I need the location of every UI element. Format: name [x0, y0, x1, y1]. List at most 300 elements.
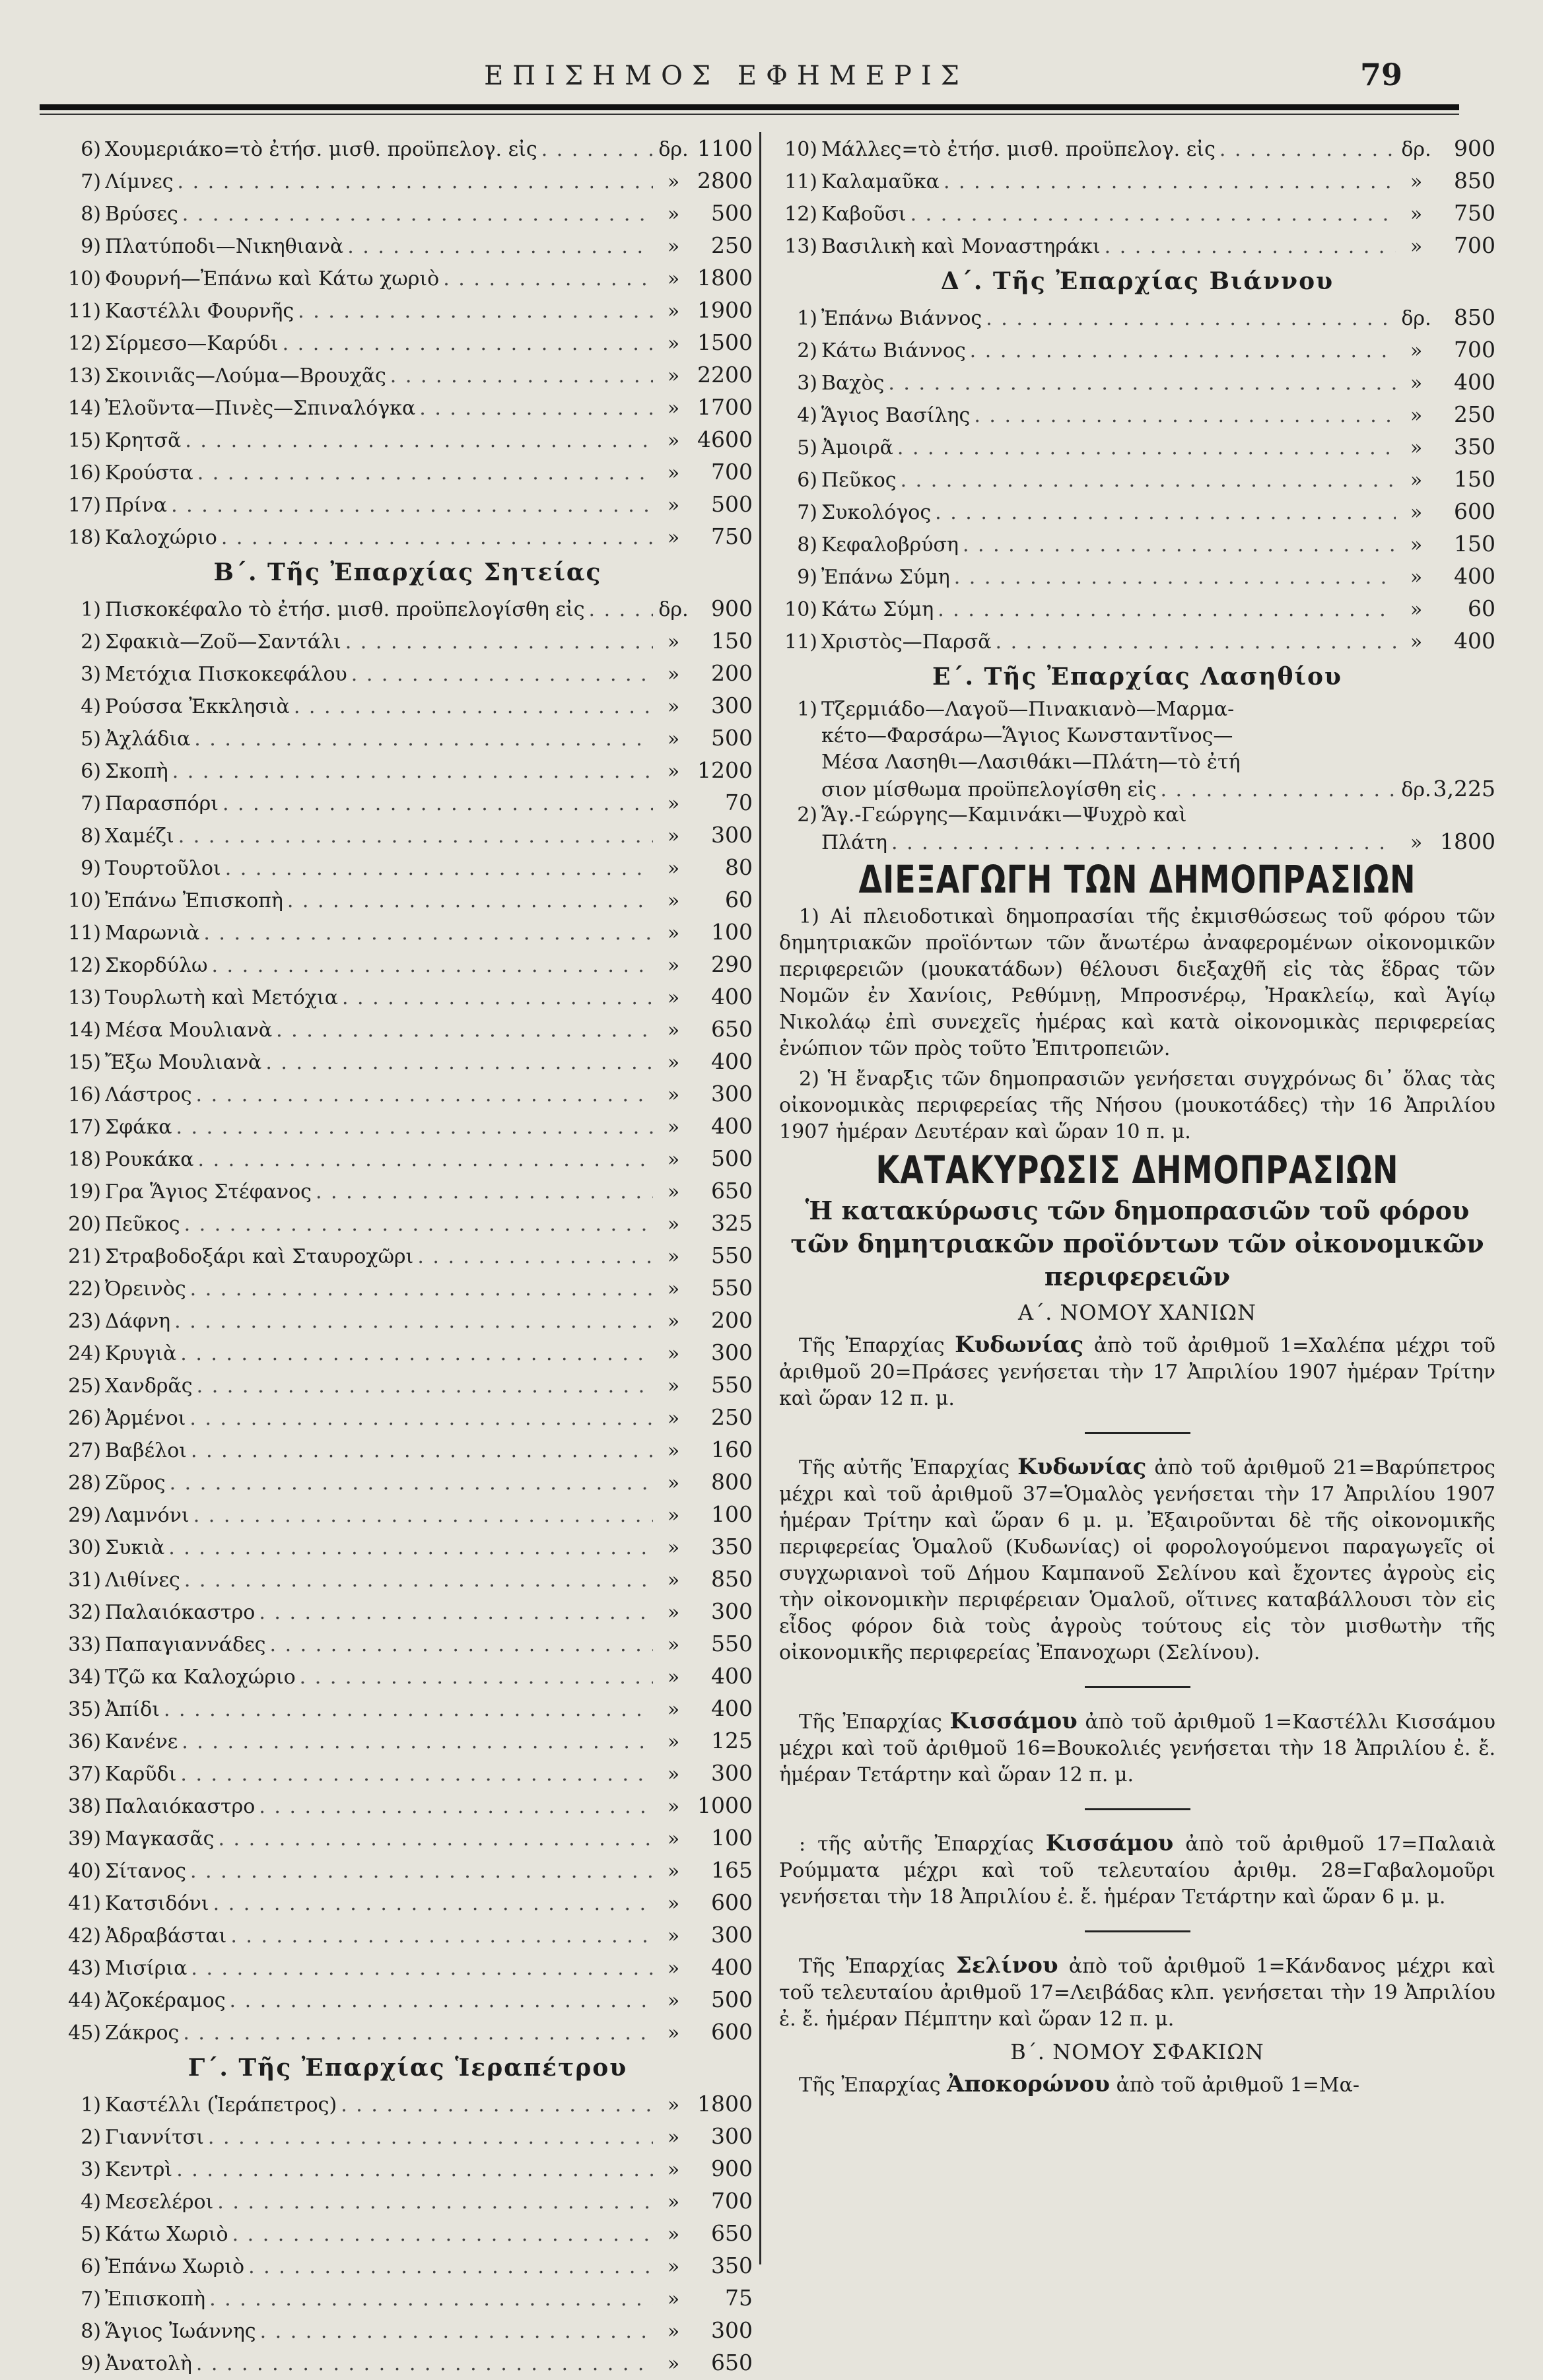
list-eparchia-a	[63, 164, 753, 553]
item-value: 165	[711, 1857, 753, 1883]
text: Τῆς Ἐπαρχίας	[799, 1955, 945, 1978]
item-name: Ἀμοιρᾶ	[821, 436, 893, 459]
item-value: 1200	[697, 757, 753, 783]
list-item	[63, 261, 753, 294]
paragraph-kydonias-2	[779, 1454, 1495, 1666]
item-name: Τουρτοῦλοι	[105, 857, 221, 880]
item-name: Βασιλικὴ καὶ Μοναστηράκι	[821, 235, 1101, 258]
item-number: 14)	[68, 1019, 101, 1042]
item-number: 2)	[797, 803, 817, 827]
item-value: 700	[1454, 337, 1495, 362]
list-item	[63, 1757, 753, 1789]
list-item	[63, 1595, 753, 1627]
ditto-mark: »	[667, 1148, 680, 1171]
ditto-mark: »	[1410, 339, 1423, 362]
text: ἀπὸ τοῦ ἀριθμοῦ 1=Κάνδανος μέχρι καὶ τοῦ τελευταίου ἀριθμοῦ 17=Λειβάδας κλπ. γενήσεται τὴν 19 Ἀπριλίου ἐ. ἔ. ἡμέραν Πέμπτην καὶ ὥραν 12 π. μ.	[779, 1955, 1495, 2031]
item-name: Παλαιόκαστρο	[105, 1601, 256, 1624]
item-value: 250	[711, 1404, 753, 1430]
item-name: Ἐπάνω Σύμη	[821, 566, 950, 589]
item-value: 600	[1454, 498, 1495, 524]
item-number: 8)	[81, 2320, 101, 2343]
item-value: 850	[1454, 168, 1495, 193]
lasithi-entry-1	[779, 697, 1495, 802]
ditto-mark: »	[1410, 170, 1423, 193]
item-name: Συκιὰ	[105, 1536, 165, 1559]
item-number: 6)	[81, 138, 101, 161]
ditto-mark: »	[667, 1536, 680, 1559]
list-item	[63, 1951, 753, 1983]
leader-dots	[910, 198, 1396, 230]
item-number: 10)	[68, 889, 101, 912]
item-value: 500	[711, 491, 753, 517]
ditto-mark: »	[1410, 469, 1423, 492]
item-value: 800	[711, 1469, 753, 1495]
item-value: 900	[711, 595, 753, 621]
item-value: 500	[711, 200, 753, 226]
item-value: 300	[711, 1598, 753, 1624]
leader-dots	[943, 166, 1396, 198]
paragraph-selinou	[779, 1952, 1495, 2033]
leader-dots	[1105, 230, 1396, 263]
item-number: 39)	[68, 1827, 101, 1851]
item-name: Ρούσσα Ἐκκλησιὰ	[105, 695, 290, 718]
ditto-mark: »	[1410, 533, 1423, 557]
list-item	[63, 916, 753, 948]
item-number: 8)	[81, 203, 101, 226]
ditto-mark: »	[667, 1892, 680, 1915]
ditto-mark: »	[667, 1763, 680, 1786]
ditto-mark: »	[667, 922, 680, 945]
item-number: 6)	[81, 2255, 101, 2278]
ditto-mark: »	[667, 2022, 680, 2045]
separator-rule	[1085, 1808, 1190, 1810]
item-value: 550	[711, 1275, 753, 1301]
leader-dots	[897, 432, 1396, 464]
item-name: Μετόχια Πισκοκεφάλου	[105, 663, 347, 686]
leader-dots	[184, 1208, 653, 1241]
item-number: 15)	[68, 429, 101, 452]
item-value: 500	[711, 725, 753, 751]
item-name: Καβοῦσι	[821, 203, 907, 226]
item-number: 15)	[68, 1051, 101, 1074]
ditto-mark: »	[667, 663, 680, 686]
item-value: 1700	[697, 394, 753, 420]
list-item	[63, 1142, 753, 1174]
leader-dots	[221, 522, 653, 554]
leader-dots	[191, 1952, 653, 1985]
ditto-mark: »	[667, 203, 680, 226]
list-item	[63, 2217, 753, 2249]
ditto-mark: »	[1410, 203, 1423, 226]
ditto-mark: »	[667, 695, 680, 718]
item-value: 350	[711, 1534, 753, 1559]
item-value: 250	[711, 232, 753, 258]
header-rule-thick	[40, 104, 1459, 110]
eparchia-name: Κισσάμου	[949, 1708, 1078, 1734]
item-number: 24)	[68, 1342, 101, 1365]
list-item	[63, 1919, 753, 1951]
item-name: Ὀρεινὸς	[105, 1277, 186, 1301]
leader-dots	[970, 335, 1396, 367]
ditto-mark: »	[667, 1213, 680, 1236]
paragraph-apokoronou	[779, 2071, 1495, 2099]
ditto-mark: »	[667, 1989, 680, 2012]
list-item	[63, 689, 753, 722]
item-value: 325	[711, 1210, 753, 1236]
item-number: 9)	[797, 566, 817, 589]
item-number: 7)	[81, 2288, 101, 2311]
item-value: 900	[711, 2156, 753, 2181]
text: Τῆς Ἐπαρχίας	[799, 1711, 942, 1734]
ditto-mark: »	[667, 1666, 680, 1689]
item-number: 16)	[68, 1083, 101, 1106]
item-number: 11)	[784, 170, 817, 193]
leader-dots	[178, 820, 653, 852]
header-rule-thin	[40, 114, 1459, 115]
item-value: 400	[711, 1048, 753, 1074]
item-number: 7)	[81, 170, 101, 193]
ditto-mark: »	[667, 300, 680, 323]
list-item	[63, 1563, 753, 1595]
ditto-mark: »	[667, 1860, 680, 1883]
item-value: 400	[711, 984, 753, 1009]
list-item	[63, 1336, 753, 1369]
item-name: Μεσελέροι	[105, 2191, 214, 2214]
item-number: 18)	[68, 526, 101, 549]
item-number: 1)	[797, 698, 817, 721]
ditto-mark: »	[667, 1472, 680, 1495]
leader-dots	[211, 949, 653, 982]
item-name: Κρούστα	[105, 461, 193, 485]
item-value: 60	[725, 887, 753, 912]
ditto-mark: »	[667, 1116, 680, 1139]
leader-dots	[417, 1241, 653, 1273]
list-item	[63, 2088, 753, 2120]
item-number: 1)	[81, 2093, 101, 2117]
item-number: 7)	[81, 792, 101, 815]
leader-dots	[276, 1014, 653, 1046]
item-name: Ἀνατολὴ	[105, 2352, 192, 2375]
item-value: 300	[711, 693, 753, 718]
list-item	[63, 851, 753, 883]
item-value: 600	[711, 1889, 753, 1915]
text: ἀπὸ τοῦ ἀριθμοῦ 17=Παλαιὰ Ρούμματα μέχρι καὶ τοῦ τελευταίου ἀριθμ. 28=Γαβαλομοῦρι γενήσεται τὴν 18 Ἀπριλίου ἐ. ἔ. ἡμέραν Τετάρτην καὶ ὥραν 6 μ. μ.	[779, 1833, 1495, 1909]
item-value: 200	[711, 660, 753, 686]
item-value: 125	[711, 1728, 753, 1753]
item-value: 150	[1454, 466, 1495, 492]
item-name: Καλαμαῦκα	[821, 170, 940, 193]
item-number: 37)	[68, 1763, 101, 1786]
item-value: 300	[711, 1340, 753, 1365]
item-value: 650	[711, 2220, 753, 2246]
list-item	[63, 1045, 753, 1077]
item-name: Κεντρὶ	[105, 2158, 173, 2181]
leader-dots	[217, 2186, 653, 2218]
item-number: 20)	[68, 1213, 101, 1236]
list-item	[63, 1239, 753, 1272]
item-value: 60	[1468, 595, 1495, 621]
list-item	[63, 1498, 753, 1530]
eparchia-name: Σελίνου	[955, 1952, 1058, 1979]
paragraph-1: 1) Αἱ πλειοδοτικαὶ δημοπρασίαι τῆς ἐκμισθώσεως τοῦ φόρου τῶν δημητριακῶν προϊόντων τῶν ἄνωτέρω ἀναφερομένων οἰκονομικῶν περιφερειῶν (μουκατάδων) θέλουσι διεξαχθῆ εἰς τὰς ἕδρας τῶν Νομῶν ἐν Χανίοις, Ρεθύμνῃ, Μπροσνέρῳ, Ἠρακλείῳ, καὶ Ἁγίῳ Νικολάῳ ἐπὶ συνεχεῖς ἡμέρας καὶ κατὰ οἰκονομικὰς περιφερείας ἐνώπιον τῶν πρὸς τοῦτο Ἐπιτροπειῶν.	[779, 905, 1495, 1060]
ditto-mark: »	[1410, 372, 1423, 395]
item-name: Ἀπίδι	[105, 1698, 160, 1721]
section-heading-ierapetra: Γ΄. Τῆς Ἐπαρχίας Ἱεραπέτρου	[188, 2054, 628, 2082]
list-item	[63, 2152, 753, 2185]
item-number: 5)	[81, 728, 101, 751]
paragraph-2: 2) Ἡ ἔναρξις τῶν δημοπρασιῶν γενήσεται συγχρόνως δι᾽ ὅλας τὰς οἰκονομικὰς περιφερείας τῆς Νήσου (μουκοτάδες) τὴν 16 Ἀπριλίου 1907 ἡμέραν Δευτέραν καὶ ὥραν 10 π. μ.	[779, 1068, 1495, 1143]
section-heading-siteia: Β΄. Τῆς Ἐπαρχίας Σητείας	[213, 559, 602, 586]
leader-dots	[172, 755, 653, 788]
ditto-mark: »	[667, 364, 680, 388]
item-number: 17)	[68, 494, 101, 517]
item-value: 1900	[697, 297, 753, 323]
list-item	[779, 132, 1495, 164]
item-value: 100	[711, 1825, 753, 1851]
list-item	[63, 1401, 753, 1433]
leader-dots	[300, 1661, 653, 1693]
item-number: 4)	[797, 404, 817, 427]
item-name: Λίμνες	[105, 170, 174, 193]
item-name: Δάφνη	[105, 1310, 171, 1333]
eparchia-name: Κυδωνίας	[1017, 1454, 1147, 1480]
item-value: 150	[711, 628, 753, 654]
entry-line	[779, 723, 1495, 749]
item-name: Παλαιόκαστρο	[105, 1795, 256, 1818]
leader-dots	[283, 327, 653, 360]
list-item	[63, 1369, 753, 1401]
item-value: 350	[711, 2253, 753, 2278]
list-item	[63, 592, 753, 625]
item-value: 1000	[697, 1792, 753, 1818]
item-number: 23)	[68, 1310, 101, 1333]
leader-dots	[287, 885, 653, 917]
list-item	[779, 333, 1495, 366]
ditto-mark: »	[667, 526, 680, 549]
list-item	[779, 625, 1495, 657]
paragraph-kissamou-2	[779, 1830, 1495, 1911]
nomos-chanion-heading: Α΄. ΝΟΜΟΥ ΧΑΝΙΩΝ	[1017, 1300, 1257, 1325]
leader-dots	[184, 1564, 653, 1596]
list-item	[779, 197, 1495, 229]
item-number: 6)	[797, 469, 817, 492]
item-number: 12)	[68, 332, 101, 355]
item-name: Χουμεριάκο=τὸ ἐτήσ. μισθ. προϋπελογ. εἰς	[105, 138, 537, 161]
item-number: 14)	[68, 397, 101, 420]
ditto-mark: »	[667, 1439, 680, 1462]
entry-line	[779, 749, 1495, 776]
separator-rule	[1085, 1930, 1190, 1932]
list-item	[63, 1433, 753, 1466]
list-item	[779, 229, 1495, 261]
list-item	[779, 592, 1495, 625]
entry-line	[779, 697, 1495, 723]
list-item	[63, 1692, 753, 1724]
leader-dots	[185, 425, 653, 457]
list-item	[63, 326, 753, 358]
item-name: Ἔξω Μουλιανὰ	[105, 1051, 262, 1074]
item-name: Καστέλλι Φουρνῆς	[105, 300, 294, 323]
list-item	[63, 1854, 753, 1886]
item-value: 400	[711, 1695, 753, 1721]
ditto-mark: »	[667, 1083, 680, 1106]
leader-dots	[345, 626, 653, 658]
list-eparchia-ierapetra	[63, 2088, 753, 2379]
item-number: 38)	[68, 1795, 101, 1818]
item-value: 400	[1454, 628, 1495, 654]
item-number: 8)	[81, 825, 101, 848]
item-value: 700	[711, 459, 753, 485]
item-number: 19)	[68, 1180, 101, 1204]
item-value: 2800	[697, 168, 753, 193]
item-number: 40)	[68, 1860, 101, 1883]
item-number: 12)	[68, 954, 101, 977]
item-name: Σίρμεσο—Καρύδι	[105, 332, 279, 355]
item-value: 150	[1454, 531, 1495, 557]
paragraph-kydonias-1	[779, 1332, 1495, 1412]
ditto-mark: »	[1410, 235, 1423, 258]
item-value: 100	[711, 919, 753, 945]
item-name: Ἀχλάδια	[105, 728, 191, 751]
leader-dots	[541, 133, 653, 166]
list-item	[779, 463, 1495, 495]
item-value: 70	[725, 790, 753, 815]
item-number: 36)	[68, 1730, 101, 1753]
ditto-mark: »	[667, 397, 680, 420]
ditto-mark: »	[667, 1407, 680, 1430]
list-item	[63, 948, 753, 980]
item-number: 5)	[797, 436, 817, 459]
item-number: 4)	[81, 695, 101, 718]
eparchia-name: Ἀποκορώνου	[947, 2071, 1111, 2097]
leader-dots	[193, 1499, 653, 1532]
leader-dots	[190, 1273, 653, 1305]
list-item	[63, 980, 753, 1013]
item-number: 25)	[68, 1375, 101, 1398]
item-value: 750	[1454, 200, 1495, 226]
leader-dots	[1219, 133, 1396, 166]
item-value: 1800	[697, 2091, 753, 2117]
item-name: Κρητσᾶ	[105, 429, 182, 452]
item-number: 42)	[68, 1924, 101, 1948]
list-item	[63, 1174, 753, 1207]
leader-dots	[182, 1726, 653, 1758]
item-value: 550	[711, 1372, 753, 1398]
list-item	[63, 883, 753, 916]
list-item	[63, 819, 753, 851]
leader-dots	[891, 830, 1396, 856]
leader-dots	[270, 1629, 654, 1661]
leader-dots	[168, 1532, 653, 1564]
list-item	[63, 2120, 753, 2152]
item-name: Σφάκα	[105, 1116, 172, 1139]
ditto-mark: »	[1410, 436, 1423, 459]
item-name: Κανένε	[105, 1730, 178, 1753]
item-name: Καλοχώριο	[105, 526, 217, 549]
leader-dots	[194, 723, 653, 755]
item-value: 300	[711, 1081, 753, 1106]
item-name: Ἀδραβάσται	[105, 1924, 227, 1948]
item-name: Φουρνή—Ἐπάνω καὶ Κάτω χωριὸ	[105, 267, 440, 290]
list-item	[63, 294, 753, 326]
item-value: 700	[711, 2188, 753, 2214]
ditto-mark: »	[667, 1924, 680, 1948]
item-number: 11)	[784, 630, 817, 654]
ditto-mark: »	[667, 2158, 680, 2181]
ditto-mark: »	[667, 825, 680, 848]
item-number: 22)	[68, 1277, 101, 1301]
item-name: Τζερμιάδο—Λαγοῦ—Πινακιανὸ—Μαρμα-	[821, 698, 1235, 721]
paragraph-kissamou-1	[779, 1708, 1495, 1788]
ditto-mark: »	[1410, 566, 1423, 589]
leader-dots	[218, 1823, 653, 1855]
item-number: 9)	[81, 857, 101, 880]
list-item	[63, 1627, 753, 1660]
list-item	[63, 1724, 753, 1757]
leader-dots	[164, 1693, 653, 1726]
ditto-mark: »	[667, 429, 680, 452]
leader-dots	[230, 1920, 653, 1952]
text: ἀπὸ τοῦ ἀριθμοῦ 1=Καστέλλι Κισσάμου μέχρι καὶ τοῦ ἀριθμοῦ 16=Βουκολιές γενήσεται τὴν 18 Ἀπριλίου ἐ. ἔ. ἡμέραν Τετάρτην καὶ ὥραν 12 π. μ.	[779, 1711, 1495, 1786]
leader-dots	[589, 594, 653, 626]
list-item	[779, 560, 1495, 592]
ditto-mark: »	[667, 1957, 680, 1980]
leader-dots	[938, 594, 1396, 626]
item-value: 300	[711, 2317, 753, 2343]
list-item	[63, 358, 753, 391]
item-value: 850	[711, 1566, 753, 1592]
item-value: 2200	[697, 362, 753, 388]
ditto-mark: »	[667, 1180, 680, 1204]
currency-label: δρ.	[1401, 778, 1431, 801]
item-name: Κρυγιὰ	[105, 1342, 177, 1365]
leader-dots	[1160, 777, 1396, 803]
page-header-title: ΕΠΙΣΗΜΟΣ ΕΦΗΜΕΡΙΣ	[484, 61, 969, 91]
item-name: Χανδρᾶς	[105, 1375, 193, 1398]
leader-dots	[232, 2218, 653, 2251]
item-name-cont: σιον μίσθωμα προϋπελογίσθη εἰς	[821, 778, 1157, 801]
list-item	[63, 520, 753, 553]
ditto-mark: »	[667, 1019, 680, 1042]
item-value: 750	[711, 524, 753, 549]
ditto-mark: »	[1410, 404, 1423, 427]
ditto-mark: »	[667, 954, 680, 977]
item-name: Κεφαλοβρύση	[821, 533, 959, 557]
item-name: Κάτω Χωριὸ	[105, 2223, 228, 2246]
list-item	[63, 1110, 753, 1142]
ditto-mark: »	[667, 2352, 680, 2375]
item-value: 400	[711, 1663, 753, 1689]
item-name: Παπαγιαννάδες	[105, 1633, 266, 1656]
item-name: Γρα Ἅγιος Στέφανος	[105, 1180, 312, 1204]
item-name: Τουρλωτὴ καὶ Μετόχια	[105, 986, 338, 1009]
item-number: 33)	[68, 1633, 101, 1656]
list-item	[63, 1886, 753, 1919]
item-number: 11)	[68, 300, 101, 323]
leader-dots	[198, 1143, 653, 1176]
item-name-cont: Πλάτη	[821, 831, 888, 854]
entry-line	[779, 829, 1495, 855]
leader-dots	[259, 1790, 653, 1823]
text: Τῆς Ἐπαρχίας	[799, 1334, 945, 1357]
item-name: Καρῦδι	[105, 1763, 177, 1786]
section-heading-viannos: Δ΄. Τῆς Ἐπαρχίας Βιάννου	[940, 267, 1334, 295]
item-number: 3)	[81, 663, 101, 686]
item-value: 600	[711, 2019, 753, 2045]
text: Τῆς αὐτῆς Ἐπαρχίας	[799, 1456, 1010, 1479]
item-value: 3,225	[1433, 776, 1495, 801]
list-item	[63, 456, 753, 488]
